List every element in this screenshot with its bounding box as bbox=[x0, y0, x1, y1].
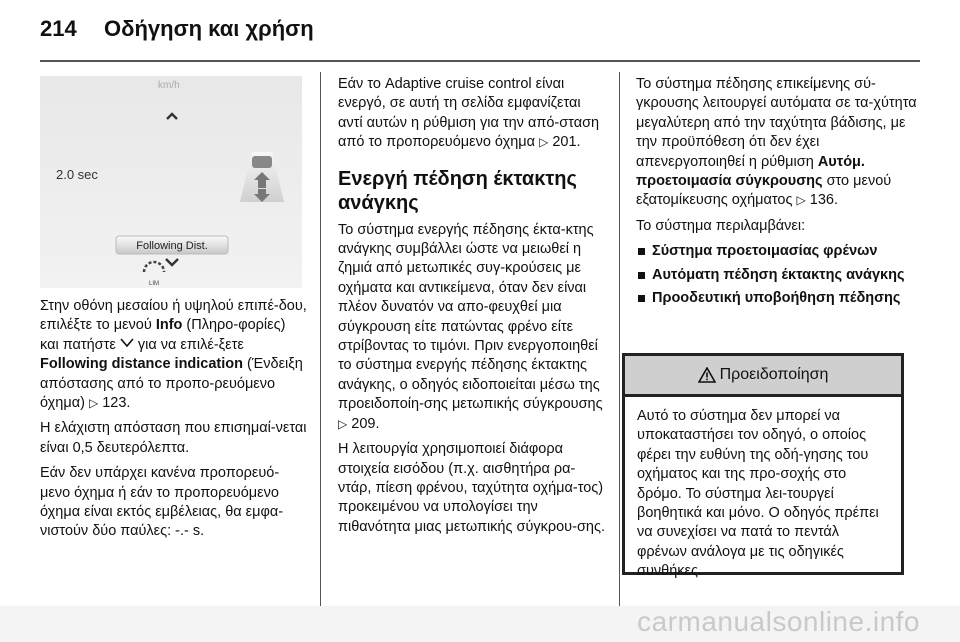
column-divider-2 bbox=[619, 72, 620, 608]
cluster-display-illustration bbox=[40, 76, 302, 288]
page-ref: 123. bbox=[102, 395, 131, 412]
column-1 bbox=[40, 297, 308, 548]
speed-unit-label: km/h bbox=[158, 80, 180, 91]
collision-prep-setting: Αυτόμ. προετοιμασία σύγκρουσης bbox=[636, 153, 865, 190]
acc-text: Εάν το Adaptive cruise control είναι ενεργό, σε αυτή τη σελίδα εμφανίζεται αντί αυτών η ρύθμιση για την από-σταση από το προπορευόμενο όχημα ▷ 201. bbox=[338, 76, 600, 151]
includes-text: Το σύστημα περιλαμβάνει: bbox=[636, 217, 806, 234]
warning-box bbox=[622, 353, 904, 580]
info-menu-label: Info bbox=[155, 317, 183, 334]
page-number: 214 bbox=[40, 16, 77, 41]
min-distance-text: Η ελάχιστη απόσταση που επισημαί-νεται είναι 0,5 δευτερόλεπτα. bbox=[40, 420, 307, 456]
list-item: Προοδευτική υποβοήθηση πέδησης bbox=[636, 289, 924, 308]
list-item: Αυτόματη πέδηση έκτακτης ανάγκης bbox=[636, 266, 924, 285]
watermark: carmanualsonline.info bbox=[637, 606, 920, 637]
reference-icon: ▷ bbox=[539, 135, 549, 150]
no-vehicle-text: Εάν δεν υπάρχει κανένα προπορευό-μενο όχημα ή εάν το προπορευόμενο όχημα είναι εκτός εμβέλειας, θα εμφα-νιστούν δύο παύλες: -.- s. bbox=[40, 465, 284, 540]
auto-operation-text: Το σύστημα πέδησης επικείμενης σύ-γκρουσης λειτουργεί αυτόματα σε τα-χύτητα μεγαλύτερη από την ταχύτητα βάδισης, με την προϋπόθεση ότι δεν έχει απενεργοποιηθεί η ρύθμιση Αυτόμ. προετοιμασία σύγκρουσης στο μενού εξατομίκευσης οχήματος ▷ 136. bbox=[636, 76, 917, 209]
section-heading: Ενεργή πέδηση έκτακτης ανάγκης bbox=[338, 167, 577, 214]
footer bbox=[0, 606, 960, 642]
warning-triangle-icon bbox=[698, 367, 716, 383]
following-dist-label: Following Dist. bbox=[136, 240, 208, 252]
reference-icon: ▷ bbox=[88, 396, 99, 411]
page-ref: 209. bbox=[351, 415, 380, 432]
menu-instructions: Στην οθόνη μεσαίου ή υψηλού επιπέ-δου, επιλέξτε το μενού Info (Πληρο-φορίες) και πατήστε για να επιλέ-ξετε Following distance indication (Ένδειξη απόστασης από το προπο-ρευόμενο όχημα) ▷ 123. bbox=[40, 298, 307, 412]
page-header bbox=[0, 0, 960, 60]
reference-icon: ▷ bbox=[338, 416, 348, 431]
reference-icon: ▷ bbox=[796, 193, 806, 208]
page-title: Οδήγηση και χρήση bbox=[104, 16, 314, 41]
feature-list bbox=[636, 242, 924, 308]
warning-body: Αυτό το σύστημα δεν μπορεί να υποκαταστήσει τον οδηγό, ο οποίος φέρει την ευθύνη της οδή-γησης του οχήματος και της προ-σοχής στο δρόμο. Το σύστημα λει-τουργεί βοηθητικά και μόνο. Ο οδηγός πρέπει να συνεχίσει να πατά το πεντάλ φρένων ανάλογα με τις οδηγικές συνθήκες. bbox=[637, 408, 879, 580]
following-distance-indication: Following distance indication bbox=[40, 356, 244, 373]
warning-header bbox=[625, 356, 901, 397]
lead-vehicle-icon bbox=[252, 156, 272, 168]
warning-title: Προειδοποίηση bbox=[719, 366, 829, 383]
inputs-text: Η λειτουργία χρησιμοποιεί διάφορα στοιχεία εισόδου (π.χ. αισθητήρα ρα-ντάρ, πίεση φρένου, ταχύτητα οχήμα-τος) προκειμένου να υπολογίσει την πιθανότητα μιας μετωπικής σύγκρου-σης. bbox=[338, 441, 605, 535]
column-3 bbox=[636, 75, 924, 312]
chevron-down-icon bbox=[120, 338, 134, 348]
column-divider-1 bbox=[320, 72, 321, 608]
aeb-description: Το σύστημα ενεργής πέδησης έκτα-κτης ανάγκης συμβάλλει ώστε να μειωθεί η ζημιά από μετωπικές συγ-κρούσεις με οχήματα και αντικείμενα, όταν δεν είναι πλέον δυνατόν να απο-φευχθεί μια σύγκρουση είτε πατώντας φρένο είτε στρίβοντας το τιμόνι. Πριν ενεργοποιηθεί το σύστημα ενεργής πέδησης έκτακτης ανάγκης, ο οδηγός ειδοποιείται μέσω της προειδοποίη-σης μετωπικής σύγκρουσης ▷ 209. bbox=[338, 221, 603, 432]
list-item: Σύστημα προετοιμασίας φρένων bbox=[636, 242, 924, 261]
gap-time-value: 2.0 sec bbox=[56, 167, 98, 182]
header-rule bbox=[40, 60, 920, 62]
lim-label: LIM bbox=[148, 281, 160, 287]
page-ref: 136. bbox=[809, 192, 838, 209]
page-ref: 201. bbox=[552, 134, 581, 151]
column-2 bbox=[338, 75, 606, 543]
